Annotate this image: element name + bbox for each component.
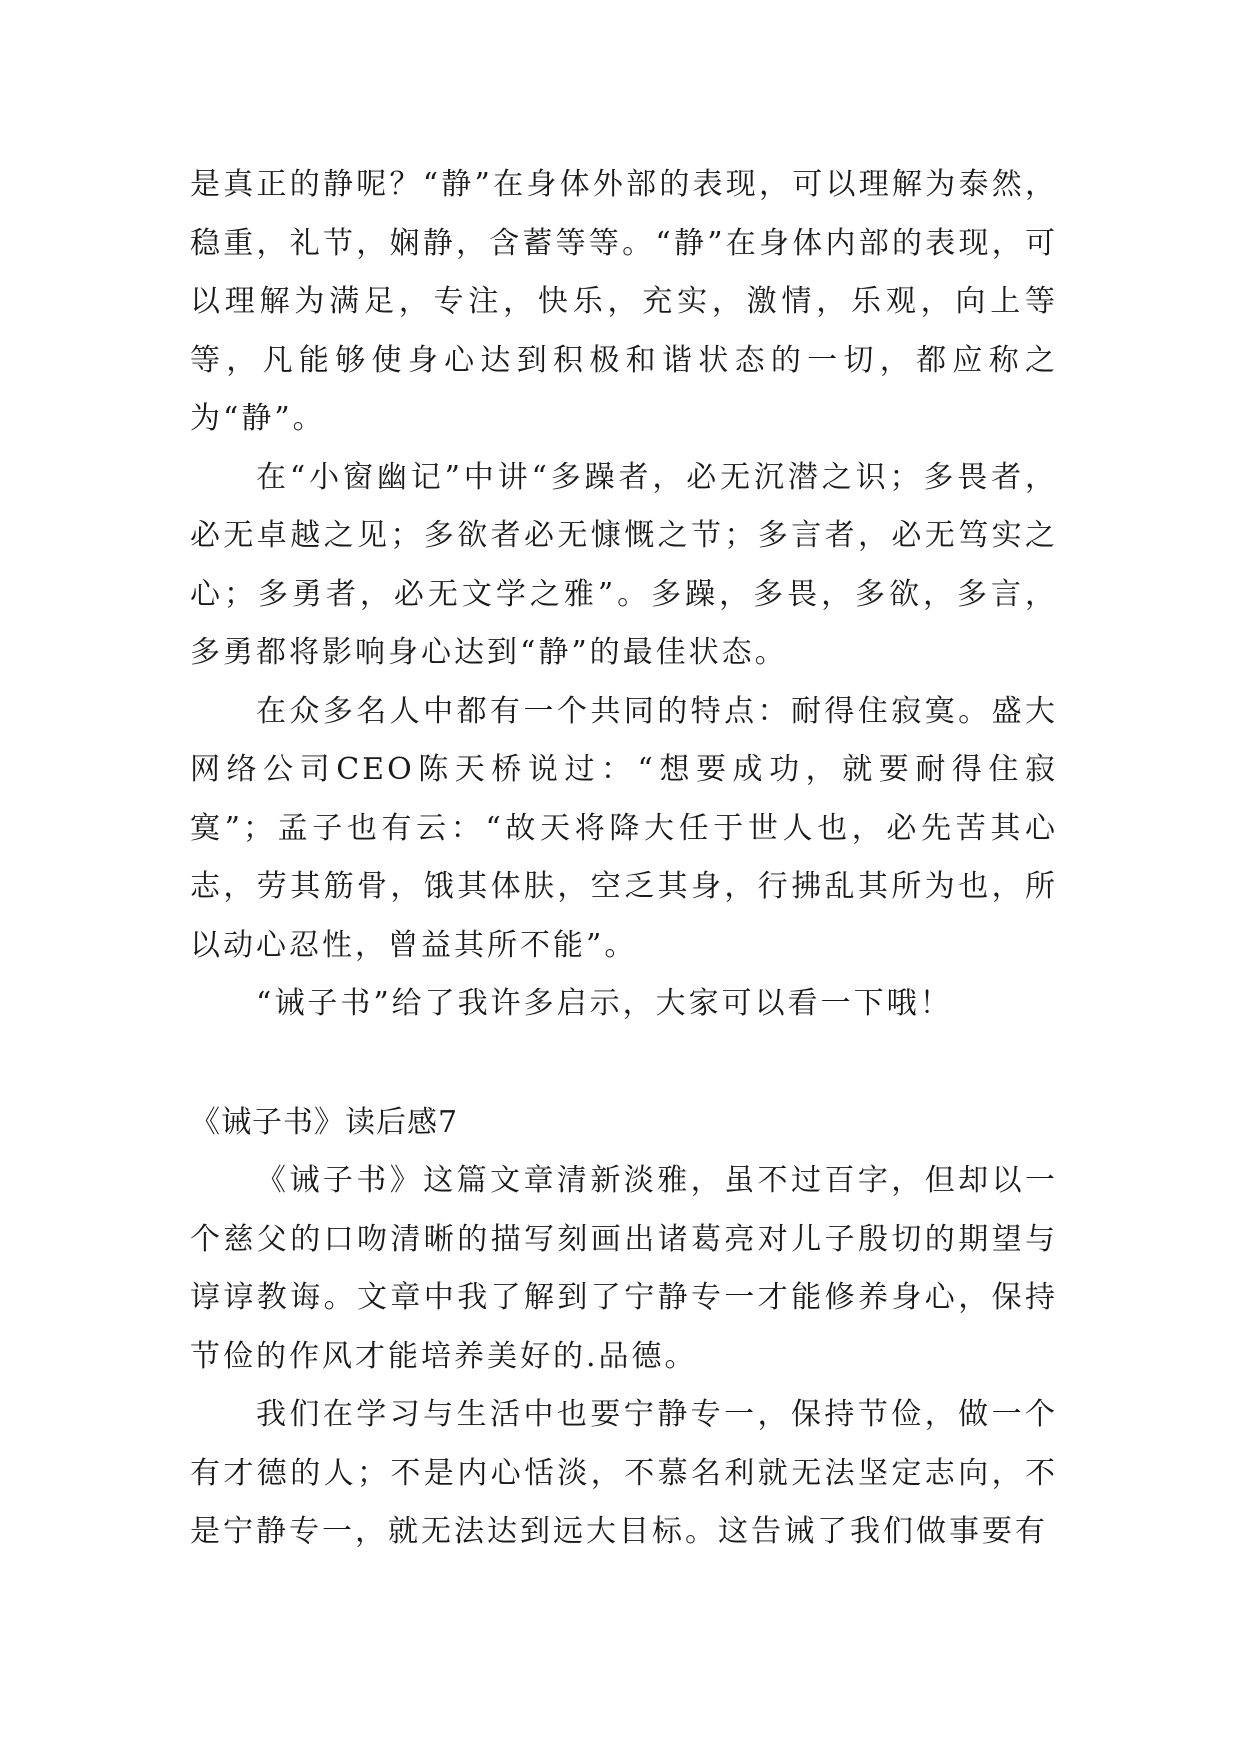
paragraph-famous-people: 在众多名人中都有一个共同的特点：耐得住寂寞。盛大网络公司CEO陈天桥说过：“想要成功，就要耐得住寂寞”；孟子也有云：“故天将降大任于世人也，必先苦其心志，劳其筋骨，饿其体肤，空乏其身，行拂乱其所为也，所以动心忍性，曾益其所不能”。 (190, 693, 1058, 963)
paragraph-xiaochuang-youji: 在“小窗幽记”中讲“多躁者，必无沉潜之识；多畏者，必无卓越之见；多欲者必无慷慨之节；多言者，必无笃实之心；多勇者，必无文学之雅”。多躁，多畏，多欲，多言，多勇都将影响身心达到“静”的最佳状态。 (190, 459, 1058, 670)
section-title: 《诫子书》读后感7 (190, 1104, 459, 1140)
section-paragraph-study-life: 我们在学习与生活中也要宁静专一，保持节俭，做一个有才德的人；不是内心恬淡，不慕名利就无法坚定志向，不是宁静专一，就无法达到远大目标。这告诫了我们做事要有 (190, 1397, 1058, 1549)
document-body (190, 156, 1058, 1562)
section-paragraph-intro: 《诫子书》这篇文章清新淡雅，虽不过百字，但却以一个慈父的口吻清晰的描写刻画出诸葛亮对儿子殷切的期望与谆谆教诲。文章中我了解到了宁静专一才能修养身心，保持节俭的作风才能培养美好的.品德。 (190, 1163, 1058, 1374)
paragraph-inspiration: “诫子书”给了我许多启示，大家可以看一下哦！ (256, 986, 953, 1021)
paragraph-continued: 是真正的静呢？“静”在身体外部的表现，可以理解为泰然，稳重，礼节，娴静，含蓄等等。“静”在身体内部的表现，可以理解为满足，专注，快乐，充实，激情，乐观，向上等等，凡能够使身心达到积极和谐状态的一切，都应称之为“静”。 (190, 167, 1058, 436)
